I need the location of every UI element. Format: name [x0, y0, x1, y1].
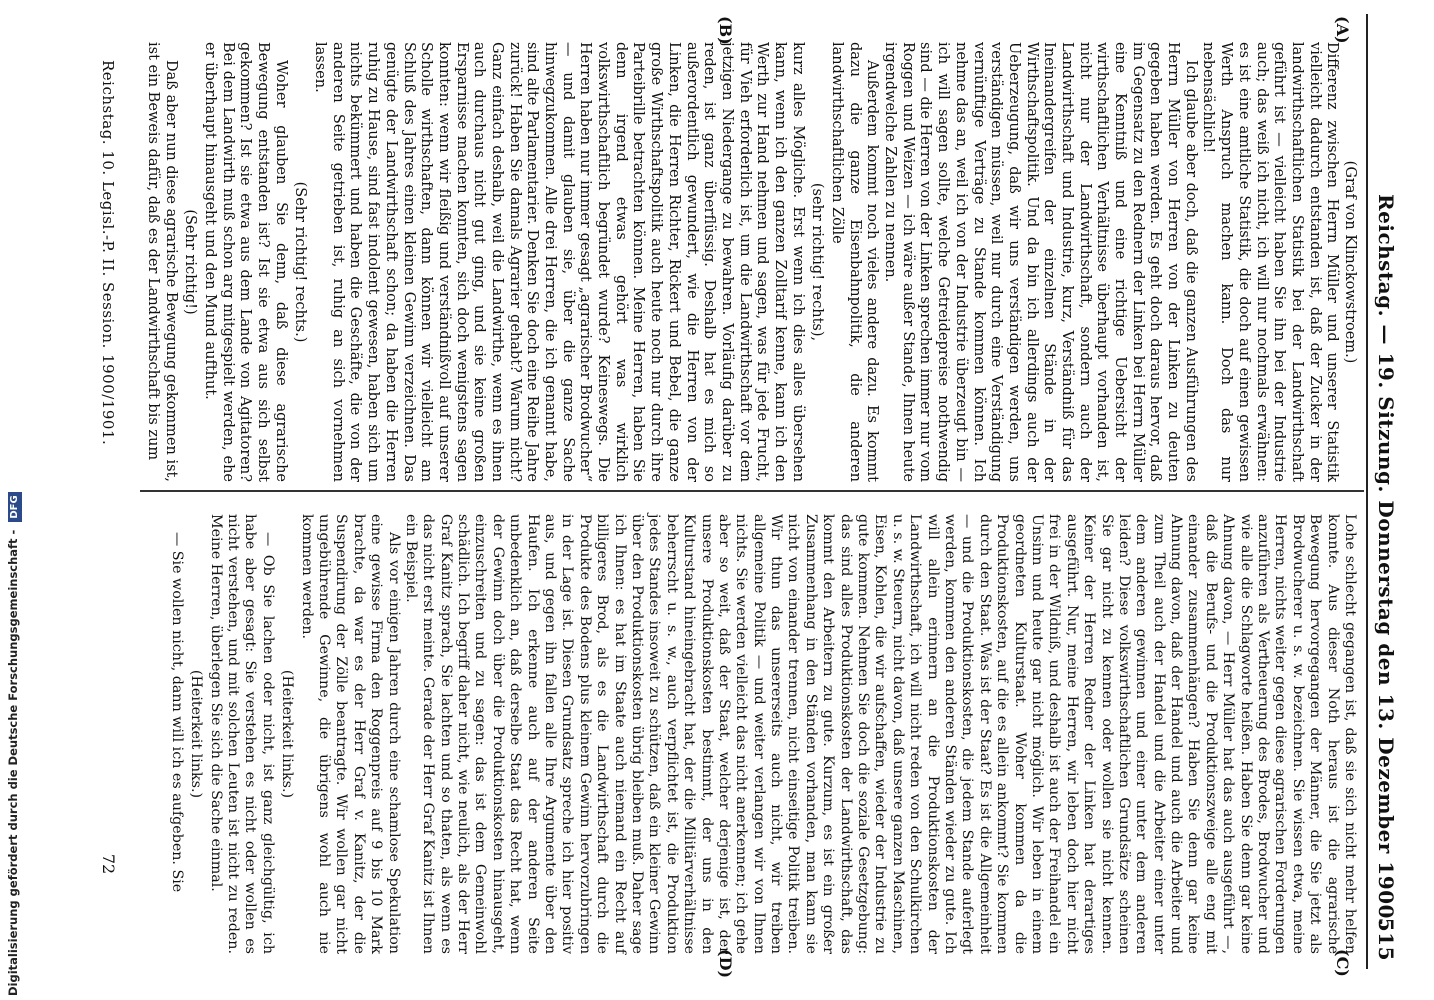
interjection: (sehr richtig! rechts),	[809, 182, 826, 342]
paragraph: Als vor einigen Jahren durch eine schamlose Spekulation eine gewisse Firma den Roggenpreis auf 9 bis 10 Mark brachte, da war es der Herr Graf v. Kanitz, der die Suspendirung der Zölle beantragte. Wir wollen gar nicht ungebührende Gewinne, die übrigens wohl auch nie kommen werden.	[298, 514, 402, 954]
interjection: (Heiterkeit links.)	[188, 669, 205, 799]
credit-text: Digitalisierung gefördert durch die Deutsche Forschungsgemeinschaft -	[6, 529, 20, 996]
paragraph: Woher glauben Sie denn, daß diese agrarische Bewegung entstanden ist? Ist sie etwa aus sich selbst gekommen? Ist sie etwa aus dem Lande von Agitatoren? Bei dem Landwirth muß schon arg mitgespielt werden, ehe er überhaupt hinausgeht und den Mund aufthut.	[202, 42, 289, 482]
margin-marker-c: (C)	[1333, 949, 1352, 977]
page-footer-left: Reichstag. 10. Legisl.-P. II. Session. 1900/1901.	[99, 60, 117, 446]
paragraph: — Ob Sie lachen oder nicht, ist ganz gleichgültig, ich habe aber gesagt: Sie verstehen es nicht oder wollen es nicht verstehen, und mit solchen Leuten ist nicht zu reden. Meine Herren, überlegen Sie sich die Sache einmal.	[207, 514, 276, 954]
right-column	[167, 514, 1358, 954]
dfg-logo: DFG	[8, 492, 22, 521]
page-number: 515	[1374, 917, 1398, 961]
paragraph: kurz alles Mögliche. Erst wenn ich dies alles übersehen kann, wenn ich den ganzen Zolltarif kenne, kann ich den Werth zur Hand nehmen und sagen, was für jede Frucht, für Vieh erforderlich ist, um die Landwirthschaft vor dem jetzigen Niedergange zu bewahren. Vorläufig darüber zu reden, ist ganz überflüssig. Deshalb hat es mich so außerordentlich gewundert, wie die Herren von der Linken, die Herren Richter, Rickert und Bebel, die ganze große Wirthschaftspolitik auch heute noch nur durch ihre Parteibrille betrachten können. Meine Herren, haben Sie denn irgend etwas gehört was wirklich volkswirthschaftlich begründet wurde? Keineswegs. Die Herren haben nur immer gesagt „agrarischer Brodwucher“ — und damit glauben sie, über die ganze Sache hinwegzukommen. Alle drei Herren, die ich genannt habe, sind alte Parlamentarier. Denken Sie doch eine Reihe Jahre zurück! Haben Sie damals Agrarier gehabt? Warum nicht? Ganz einfach deshalb, weil die Landwirthe, wenn es ihnen auch durchaus nicht gut ging, und sie keine großen Ersparnisse machen konnten, sich doch wenigstens sagen konnten: wenn wir fleißig und verständnißvoll auf unserer Scholle wirthschaften, dann können wir vielleicht am Schluß des Jahres einen kleinen Gewinn verzeichnen. Das genügte der Landwirthschaft schon; da haben die Herren ruhig zu Hause, sind fast indolent gewesen, haben sich um nichts bekümmert und haben die Geschäfte, die von der anderen Seite getrieben ist, ruhig an sich vornehmen lassen.	[312, 42, 806, 482]
column-divider	[140, 490, 1364, 492]
interjection: (Sehr richtig! rechts.)	[292, 181, 309, 343]
paragraph: Außerdem kommt noch vieles andere dazu. Es kommt dazu die ganze Eisenbahnpolitik, die anderen landwirthschaftlichen Zölle	[829, 42, 881, 482]
running-head: Reichstag. — 19. Sitzung. Donnerstag den 13. Dezember 1900.	[1374, 194, 1398, 927]
speaker-name: (Graf von Klinckowstroem.)	[1342, 160, 1358, 364]
digitization-credit	[4, 6, 22, 996]
interjection: (Heiterkeit links.)	[279, 669, 296, 799]
signature-number: 72	[99, 853, 118, 875]
interjection: (Sehr richtig!)	[182, 209, 199, 315]
paragraph: Daß aber nun diese agrarische Bewegung gekommen ist, ist ein Beweis dafür, daß es der Landwirthschaft bis zum	[144, 42, 179, 482]
page-header	[1370, 14, 1400, 969]
margin-marker-a: (A)	[1333, 16, 1352, 44]
paragraph: Differenz zwischen Herrn Müller und unserer Statistik vielleicht dadurch entstanden ist, daß der Zucker in der landwirthschaftlichen Statistik bei der Landwirthschaft geführt ist — vielleicht haben Sie ihn bei der Industrie auch; das weiß ich nicht, ich will nur nochmals erwähnen: es ist eine amtliche Statistik, die doch auf einen gewissen Werth Anspruch machen kann. Doch das nur nebensächlich!	[1200, 42, 1341, 482]
left-column	[143, 42, 1358, 482]
paragraph: Lohe schlecht gegangen ist, daß sie sich nicht mehr helfen konnte. Aus dieser Noth heraus ist die agrarische Bewegung hervorgegangen der Männer, die Sie jetzt als Brodwucherer u. s. w. bezeichnen. Sie wissen etwa, meine Herren, nichts weiter gegen diese agrarischen Forderungen anzuführen als Vertheuerung des Brodes, Brodwucher und wie alle die Schlagworte heißen. Haben Sie denn gar keine Ahnung davon, — Herr Müller hat das auch ausgeführt —, daß die Berufs- und die Produktionszweige alle eng mit einander zusammenhängen? Haben Sie denn gar keine Ahnung davon, daß der Handel und auch die Arbeiter und zum Theil auch der Handel und die Arbeiter einer unter dem anderen gewinnen und einer unter dem anderen leiden? Diese volkswirthschaftlichen Grundsätze scheinen Sie gar nicht zu kennen oder wollen sie nicht kennen. Keiner der Herren Redner der Linken hat derartiges ausgeführt. Nur, meine Herren, wir leben doch hier nicht frei in der Wildniß, und deshalb ist auch der Freihandel ein Unsinn und heute gar nicht möglich. Wir leben in einem geordneten Kulturstaat. Woher kommen da die Produktionskosten, auf die es allein ankommt? Sie kommen durch den Staat. Was ist der Staat? Es ist die Allgemeinheit — und die Produktionskosten, die jedem Stande auferlegt werden, kommen den anderen Ständen wieder zu gute. Ich will allein erinnern an die Produktionskosten der Landwirthschaft, ich will nicht reden von den Schulkirchen u. s. w. Steuern, nicht davon, daß unsere ganzen Maschinen, Eisen, Kohlen, die wir aufschaffen, wieder der Industrie zu gute kommen. Nehmen Sie doch die soziale Gesetzgebung: das sind alles Produktionskosten der Landwirthschaft, das kommt den Arbeitern zu gute. Kurzum, es ist ein großer Zusammenhang in den Ständen vorhanden, man kann sie nicht von einander trennen, nicht einseitige Politik treiben. Wir thun das unsererseits auch nicht, wir treiben allgemeine Politik — und weiter verlangen wir von Ihnen nichts. Sie werden vielleicht das nicht anerkennen; ich gehe aber so weit, daß der Staat, welcher derjenige ist, der unsere Produktionskosten bestimmt, der uns in den Kulturstand hineingebracht hat, der die Militärverhältnisse beherrscht u. s. w., auch verpflichtet ist, die Produktion jedes Standes insoweit zu schützen, daß ein kleiner Gewinn über den Produktionskosten übrig bleiben muß. Daher sage ich Ihnen: es hat im Staate auch niemand ein Recht auf billigeres Brod, als es die Landwirthschaft durch die Produkte des Bodens plus kleinem Gewinn hervorzubringen in der Lage ist. Diesen Grundsatz spreche ich hier positiv aus, und gegen ihn fallen alle Ihre Argumente über den Haufen. Ich erkenne auch auf der anderen Seite unbedenklich an, daß derselbe Staat das Recht hat, wenn der Gewinn doch über die Produktionskosten hinausgeht, einzuschreiten und zu sagen: das ist dem Gemeinwohl schädlich. Ich begriff daher nicht, wie neulich, als der Herr Graf Kanitz sprach, Sie lachten und so thaten, als wenn es das nicht erst meinte. Gerade der Herr Graf Kanitz ist Ihnen ein Beispiel.	[402, 514, 1358, 954]
header-rule	[1366, 14, 1368, 969]
document-page	[70, 14, 1400, 979]
margin-marker-d: (D)	[716, 949, 735, 979]
paragraph: Ich glaube aber doch, daß die ganzen Ausführungen des Herrn Müller von Herren von der Linken zu deuten gegeben haben werden. Es geht doch daraus hervor, daß im Gegensatz zu den Rednern der Linken bei Herrn Müller eine Kenntniß und eine richtige Uebersicht der wirthschaftlichen Verhältnisse überhaupt vorhanden ist, nicht nur der Landwirthschaft, sondern auch der Landwirthschaft und Industrie, kurz, Verständniß für das Ineinandergreifen der einzelnen Stände in der Wirthschaftspolitik. Und da bin ich allerdings auch der Ueberzeugung, daß wir uns verständigen werden, uns verständigen müssen, weil nur durch eine Verständigung vernünftige Verträge zu Stande kommen können. Ich nehme das an, weil ich von der Industrie überzeugt bin — ich will sagen sollte, welche Getreidepreise nothwendig sind — die Herren von der Linken sprechen immer nur vom Roggen und Weizen — ich wäre außer Stande, Ihnen heute irgendwelche Zahlen zu nennen.	[882, 42, 1199, 482]
paragraph: — Sie wollen nicht, dann will ich es aufgeben. Sie	[168, 532, 185, 893]
margin-marker-b: (B)	[716, 16, 735, 45]
